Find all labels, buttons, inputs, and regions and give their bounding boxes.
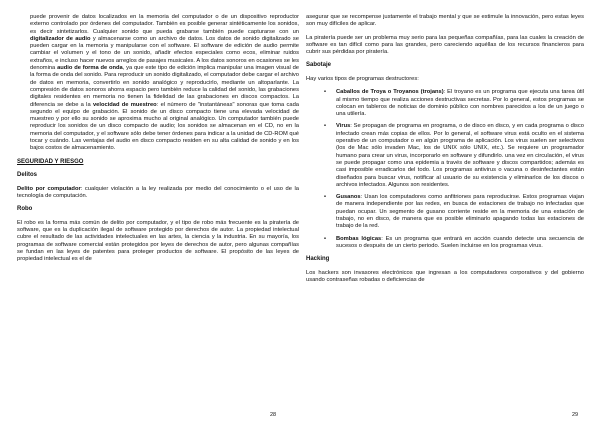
intro-text-segment: : el número de "instantáneas" sonoras que toma cada segundo el equipo de grabación. El sonido de un disco compacto tiene una elevada velocidad de muestreo y por ello su sonido se aproxima mucho al original analógico. Un computador también puede reproducir los sonidos de un disco compacto de audio; los sonidos se almacenan en el CD, no en la memoria del computador, y el software sólo debe tener órdenes para indicar a la unidad de CD-ROM qué tocar y cuándo. Las ventajas del audio en disco compacto residen en su alta calidad de sonido y en los bajos costos de almacenamiento. — [30, 101, 299, 152]
section-title: SEGURIDAD Y RIESGO — [17, 158, 84, 165]
intro-bold-term: velocidad de muestreo — [92, 101, 157, 108]
list-item-term: Gusanos — [336, 194, 361, 201]
page-left — [17, 14, 299, 270]
delito-text: : cualquier violación a la ley realizada por medio del conocimiento o el uso de la tecnología de computación. — [17, 185, 299, 199]
list-item-text: : El troyano es un programa que ejecuta una tarea útil al mismo tiempo que realiza acciones destructivas secretas. Por lo general, estos programas se colocan en tableros de noticias de dominio público con nombres parecidos a los de un juego o una utilería. — [336, 89, 584, 118]
list-item — [306, 194, 584, 230]
list-item-text: : Se propagan de programa en programa, o de disco en disco, y en cada programa o disco infectado crean más copias de ellos. Por lo general, el software virus está oculto en el sistema operativo de un computador o en algún programa de aplicación. Los virus suelen ser selectivos (los de Mac sólo invaden Mac, los de UNIX sólo UNIX, etc.). Se requiere un programador humano para crear un virus, incorporarlo en software y difundirlo. una vez en circulación, el virus se puede propagar como una epidemia a través de software y discos compartidos; además es casi imposible erradicarlos del todo. Los programas antivirus o vacuna o desinfectantes están diseñados para buscar virus, notificar al usuario de su existencia y eliminarlos de los discos o archivos infectados. Algunos son residentes. — [336, 123, 584, 188]
delito-definition — [17, 186, 299, 201]
list-item — [306, 236, 584, 251]
robo-heading: Robo — [17, 206, 33, 213]
list-item-term: Caballos de Troya o Troyanos (trojans) — [336, 89, 444, 96]
list-item-term: Virus — [336, 123, 351, 130]
page-right — [306, 14, 584, 290]
bullet-icon: • — [324, 194, 327, 201]
hacking-heading: Hacking — [306, 256, 330, 263]
intro-bold-term: digitalizador de audio — [30, 35, 91, 42]
list-item-term: Bombas lógicas — [336, 235, 382, 242]
bullet-icon: • — [324, 89, 327, 96]
sabotaje-intro: Hay varios tipos de programas destructores: — [306, 75, 419, 82]
intro-text-segment: y almacenarse como un archivo de datos. Los datos de sonido digitalizado se pueden cargar en la memoria y manipularse con el software. El software de edición de audio permite cambiar el volumen y el tono de un sonido, añadir efectos especiales como ecos, eliminar ruidos extraños, e incluso hacer nuevos arreglos de pasajes musicales. A los datos sonoros en ocasiones se les denomina — [30, 35, 299, 72]
hacking-paragraph: Los hackers son invasores electrónicos que ingresan a los computadores corporativos y del gobierno usando contraseñas robadas o deficiencias de — [306, 269, 584, 284]
list-item — [306, 89, 584, 118]
intro-text-segment: puede provenir de datos localizados en la memoria del computador o de un dispositivo reproductor externo controlado por órdenes del computador. También es posible generar sintéticamente los sonidos, es decir sintetizarlos. Cualquier sonido que pueda grabarse también puede capturarse con un — [30, 14, 299, 35]
page-number-left: 28 — [270, 412, 277, 418]
pirateria-paragraph: La piratería puede ser un problema muy serio para las pequeñas compañías, para las cuales la creación de software es tan difícil como para las grandes, pero careciendo aquéllas de los recursos financieros para cubrir sus pérdidas por piratería. — [306, 34, 584, 56]
delitos-heading: Delitos — [17, 172, 38, 179]
intro-paragraph — [17, 14, 299, 153]
intro-text-segment: , ya que este tipo de edición implica manipular una imagen visual de la forma de onda del sonido. Para reproducir un sonido digitalizado, el computador debe cargar el archivo de datos en memoria, convertirlo en sonido analógico y reproducirlo, mediante un altoparlante. La compresión de datos sonoros ahorra espacio pero también reduce la calidad del sonido, las grabaciones digitales residentes en memoria no tienen la fidelidad de las grabaciones en discos compactos. La diferencia se debe a la — [30, 65, 299, 108]
bullet-icon: • — [324, 123, 327, 130]
list-item — [306, 123, 584, 189]
list-item-text: : Es un programa que entrará en acción cuando detecte una secuencia de sucesos o después de un cierto periodo. Suelen incluirse en los programas virus. — [336, 235, 584, 249]
delito-term: Delito por computador — [17, 185, 81, 192]
sabotaje-heading: Sabotaje — [306, 62, 332, 69]
bullet-icon: • — [324, 235, 327, 242]
intro-bold-term: audio de forma de onda — [57, 65, 123, 72]
page-number-right: 29 — [572, 412, 579, 418]
continuation-paragraph: asegurar que se recompense justamente el trabajo mental y que se estimule la innovación, pero estas leyes son muy difíciles de aplicar. — [306, 14, 584, 28]
destructive-programs-list — [306, 89, 584, 250]
robo-paragraph: El robo es la forma más común de delito por computador, y el tipo de robo más frecuente es la piratería de software, que es la duplicación ilegal de software protegido por derechos de autor. La propiedad intelectual cubre el resultado de las actividades intelectuales en las artes, la ciencia y la industria. En su mayoría, los programas de software comercial están protegidos por leyes de derechos de autor, pero algunas compañías se fundan en las leyes de patentes para proteger productos de software. El propósito de las leyes de propiedad intelectual es el de — [17, 219, 299, 263]
list-item-text: : Usan los computadores como anfitriones para reproducirse. Estos programas viajan de manera independiente por las redes, en busca de estaciones de trabajo no infectadas que puedan ocupar. Un segmento de gusano corriente reside en la memoria de una estación de trabajo, no en disco, de manera que es posible eliminarlo apagando todas las estaciones de trabajo de la red. — [336, 194, 584, 230]
